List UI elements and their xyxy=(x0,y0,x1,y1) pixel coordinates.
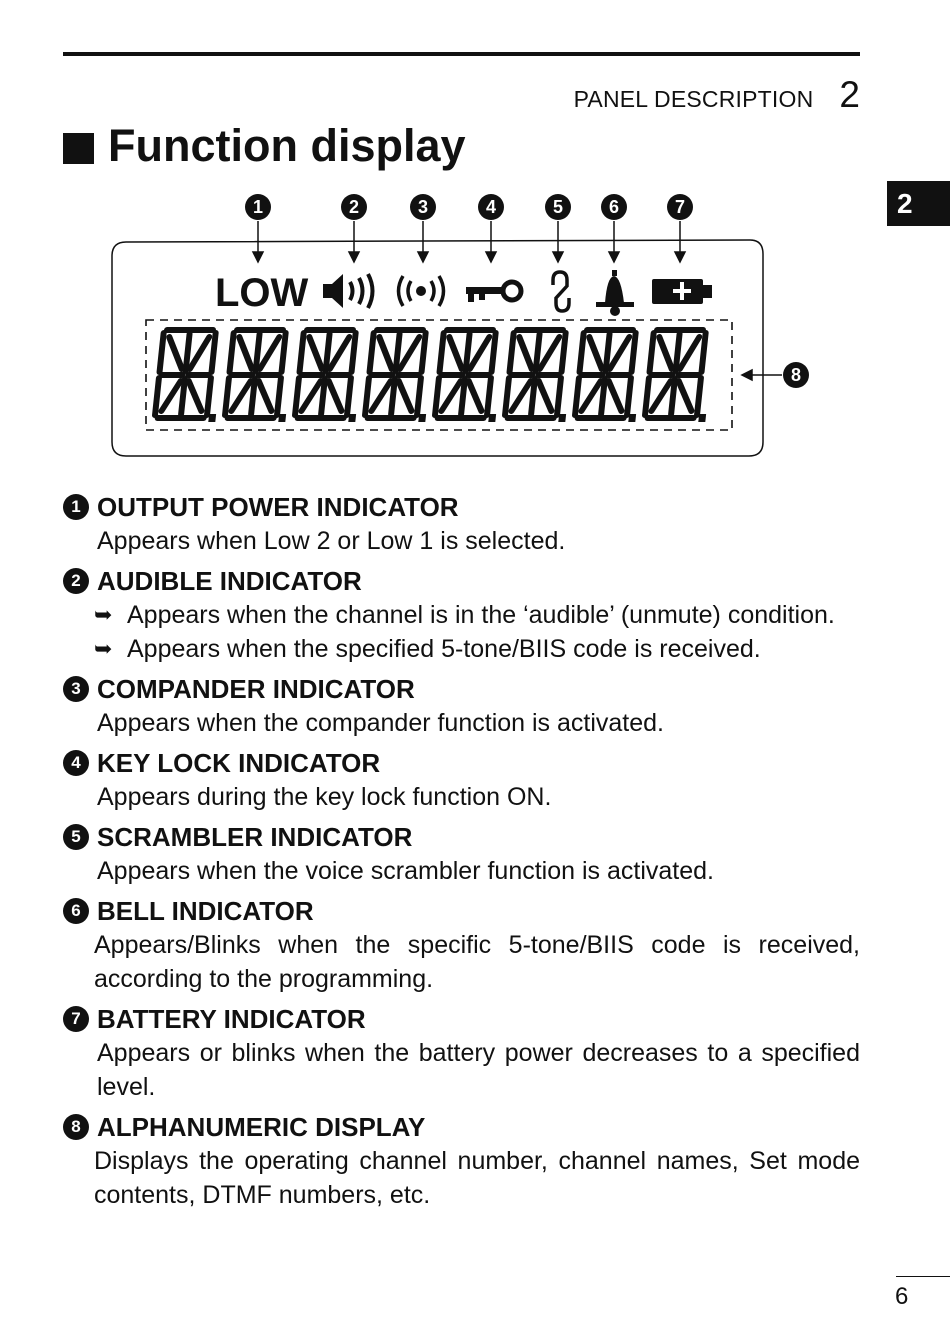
arrow-bullet-icon: ➥ xyxy=(94,602,113,627)
item-heading: OUTPUT POWER INDICATOR xyxy=(97,492,459,522)
item-heading: BELL INDICATOR xyxy=(97,896,314,926)
battery-icon xyxy=(652,279,712,304)
number-badge: 6 xyxy=(63,898,89,924)
section-heading: PANEL DESCRIPTION xyxy=(573,86,814,112)
section-number: 2 xyxy=(839,74,860,115)
bullet-item xyxy=(63,598,860,632)
arrow-bullet-icon: ➥ xyxy=(94,636,113,661)
number-badge: 7 xyxy=(63,1006,89,1032)
scrambler-icon xyxy=(553,272,569,311)
item-body: Appears when the voice scrambler function is activated. xyxy=(97,857,714,885)
compander-icon xyxy=(399,276,444,306)
lcd-digit xyxy=(644,330,715,422)
chapter-tab-label: 2 xyxy=(897,187,913,219)
number-badge: 2 xyxy=(63,568,89,594)
item-body: Displays the operating channel number, channel names, Set mode contents, DTMF numbers, etc. xyxy=(94,1147,860,1209)
callout-7 xyxy=(667,194,693,220)
item-bullets xyxy=(63,598,860,666)
callout-3-label: 3 xyxy=(417,197,429,217)
key-icon xyxy=(466,282,521,302)
lcd-digit xyxy=(224,330,295,422)
footer-rule xyxy=(896,1276,950,1277)
item-body: Appears/Blinks when the specific 5-tone/BIIS code is received, according to the programming. xyxy=(94,931,860,993)
lcd-digit xyxy=(504,330,575,422)
lcd-digit xyxy=(294,330,365,422)
item-heading: COMPANDER INDICATOR xyxy=(97,674,415,704)
item-audible xyxy=(63,564,860,666)
callout-5-label: 5 xyxy=(552,197,564,217)
indicator-descriptions xyxy=(63,490,860,1218)
callout-3 xyxy=(410,194,436,220)
number-badge: 5 xyxy=(63,824,89,850)
number-badge: 8 xyxy=(63,1114,89,1140)
lcd-diagram xyxy=(0,0,950,480)
item-compander xyxy=(63,672,860,740)
item-scrambler xyxy=(63,820,860,888)
item-body: Appears or blinks when the battery power decreases to a specified level. xyxy=(97,1039,860,1101)
lcd-digit xyxy=(154,330,225,422)
callout-6-label: 6 xyxy=(608,197,620,217)
callout-4 xyxy=(478,194,504,220)
bullet-text: Appears when the specified 5-tone/BIIS code is received. xyxy=(127,635,761,663)
callout-2 xyxy=(341,194,367,220)
bell-icon xyxy=(596,270,634,316)
bullet-text: Appears when the channel is in the ‘audible’ (unmute) condition. xyxy=(127,601,835,629)
item-heading: SCRAMBLER INDICATOR xyxy=(97,822,413,852)
callout-7-label: 7 xyxy=(674,197,686,217)
item-heading: AUDIBLE INDICATOR xyxy=(97,566,362,596)
callout-2-label: 2 xyxy=(348,197,360,217)
item-output-power xyxy=(63,490,860,558)
item-battery xyxy=(63,1002,860,1104)
item-body: Appears during the key lock function ON. xyxy=(97,783,552,811)
callout-5 xyxy=(545,194,571,220)
bullet-item xyxy=(63,632,860,666)
callout-6 xyxy=(601,194,627,220)
lcd-digit xyxy=(364,330,435,422)
low-power-icon: LOW xyxy=(215,271,309,315)
item-heading: KEY LOCK INDICATOR xyxy=(97,748,381,778)
lcd-digit xyxy=(434,330,505,422)
speaker-icon xyxy=(323,274,373,308)
callout-8 xyxy=(783,362,809,388)
lcd-digit xyxy=(574,330,645,422)
item-heading: BATTERY INDICATOR xyxy=(97,1004,366,1034)
page-number: 6 xyxy=(895,1283,909,1310)
callout-4-label: 4 xyxy=(485,197,497,217)
item-body: Appears when the compander function is activated. xyxy=(97,709,665,737)
callout-1 xyxy=(245,194,271,220)
number-badge: 4 xyxy=(63,750,89,776)
item-body: Appears when Low 2 or Low 1 is selected. xyxy=(97,527,566,555)
item-key-lock xyxy=(63,746,860,814)
callout-1-label: 1 xyxy=(252,197,264,217)
item-alphanumeric xyxy=(63,1110,860,1212)
number-badge: 1 xyxy=(63,494,89,520)
item-heading: ALPHANUMERIC DISPLAY xyxy=(97,1112,426,1142)
number-badge: 3 xyxy=(63,676,89,702)
callout-8-label: 8 xyxy=(790,365,802,385)
alphanumeric-digits xyxy=(154,330,715,422)
page-title-text: Function display xyxy=(108,120,466,171)
item-bell xyxy=(63,894,860,996)
